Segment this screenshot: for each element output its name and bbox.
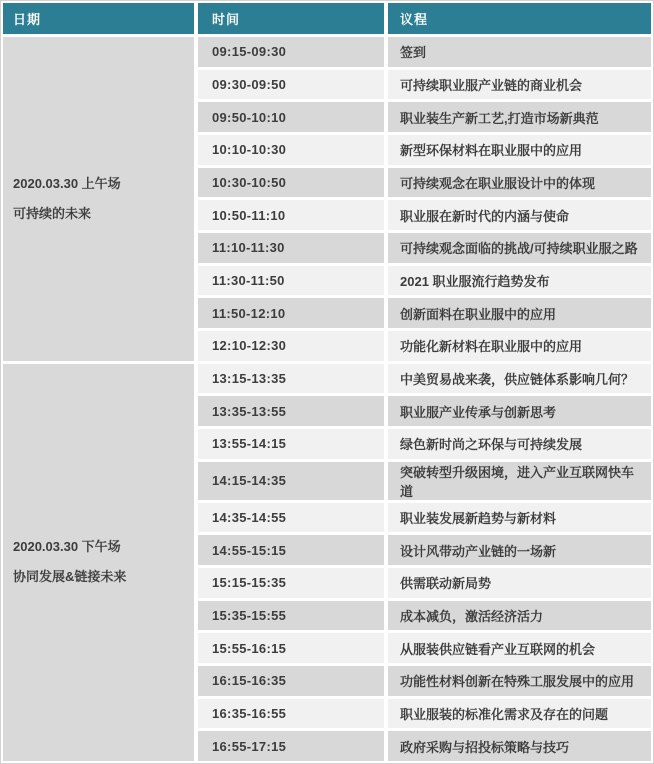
- date-cell: [3, 37, 194, 361]
- date-subtitle: 可持续的未来: [13, 205, 92, 221]
- topic-cell: 职业服装的标准化需求及存在的问题: [388, 699, 651, 729]
- time-cell: 16:35-16:55: [198, 699, 384, 729]
- topic-cell: 可持续职业服产业链的商业机会: [388, 70, 651, 100]
- time-cell: 14:35-14:55: [198, 503, 384, 533]
- time-cell: 13:55-14:15: [198, 429, 384, 459]
- date-title: 2020.03.30 上午场: [13, 175, 121, 191]
- date-cell: [3, 364, 194, 761]
- time-cell: 16:55-17:15: [198, 731, 384, 761]
- time-cell: 10:50-11:10: [198, 200, 384, 230]
- topic-cell: 中美贸易战来袭，供应链体系影响几何？: [388, 364, 651, 394]
- column-header-time: 时间: [198, 3, 384, 34]
- topic-cell: 功能性材料创新在特殊工服发展中的应用: [388, 666, 651, 696]
- time-cell: 09:15-09:30: [198, 37, 384, 67]
- topic-cell: 职业装发展新趋势与新材料: [388, 503, 651, 533]
- topic-cell: 政府采购与招投标策略与技巧: [388, 731, 651, 761]
- topic-cell: 绿色新时尚之环保与可持续发展: [388, 429, 651, 459]
- column-header-agenda: 议程: [388, 3, 651, 34]
- time-cell: 10:30-10:50: [198, 168, 384, 198]
- time-cell: 13:15-13:35: [198, 364, 384, 394]
- topic-cell: 功能化新材料在职业服中的应用: [388, 331, 651, 361]
- topic-cell: 可持续观念在职业服设计中的体现: [388, 168, 651, 198]
- topic-cell: 2021 职业服流行趋势发布: [388, 266, 651, 296]
- topic-cell: 设计风带动产业链的一场新: [388, 535, 651, 565]
- time-cell: 11:10-11:30: [198, 233, 384, 263]
- topic-cell: 供需联动新局势: [388, 568, 651, 598]
- time-cell: 09:50-10:10: [198, 102, 384, 132]
- topic-cell: 可持续观念面临的挑战/可持续职业服之路: [388, 233, 651, 263]
- topic-cell: 职业服在新时代的内涵与使命: [388, 200, 651, 230]
- topic-cell: 从服装供应链看产业互联网的机会: [388, 633, 651, 663]
- time-cell: 09:30-09:50: [198, 70, 384, 100]
- time-cell: 15:55-16:15: [198, 633, 384, 663]
- topic-cell: 职业装生产新工艺,打造市场新典范: [388, 102, 651, 132]
- time-cell: 12:10-12:30: [198, 331, 384, 361]
- time-cell: 16:15-16:35: [198, 666, 384, 696]
- topic-cell: 创新面料在职业服中的应用: [388, 298, 651, 328]
- topic-cell: 成本减负，激活经济活力: [388, 601, 651, 631]
- topic-cell: 新型环保材料在职业服中的应用: [388, 135, 651, 165]
- column-header-date: 日期: [3, 3, 194, 34]
- time-cell: 11:50-12:10: [198, 298, 384, 328]
- topic-cell: 签到: [388, 37, 651, 67]
- time-cell: 14:55-15:15: [198, 535, 384, 565]
- agenda-table: [3, 3, 651, 761]
- time-cell: 13:35-13:55: [198, 396, 384, 426]
- time-cell: 10:10-10:30: [198, 135, 384, 165]
- topic-cell: 职业服产业传承与创新思考: [388, 396, 651, 426]
- time-cell: 14:15-14:35: [198, 462, 384, 500]
- time-cell: 15:35-15:55: [198, 601, 384, 631]
- date-subtitle: 协同发展&链接未来: [13, 569, 127, 585]
- date-title: 2020.03.30 下午场: [13, 539, 121, 555]
- time-cell: 15:15-15:35: [198, 568, 384, 598]
- time-cell: 11:30-11:50: [198, 266, 384, 296]
- topic-cell: 突破转型升级困境，进入产业互联网快车道: [388, 462, 651, 500]
